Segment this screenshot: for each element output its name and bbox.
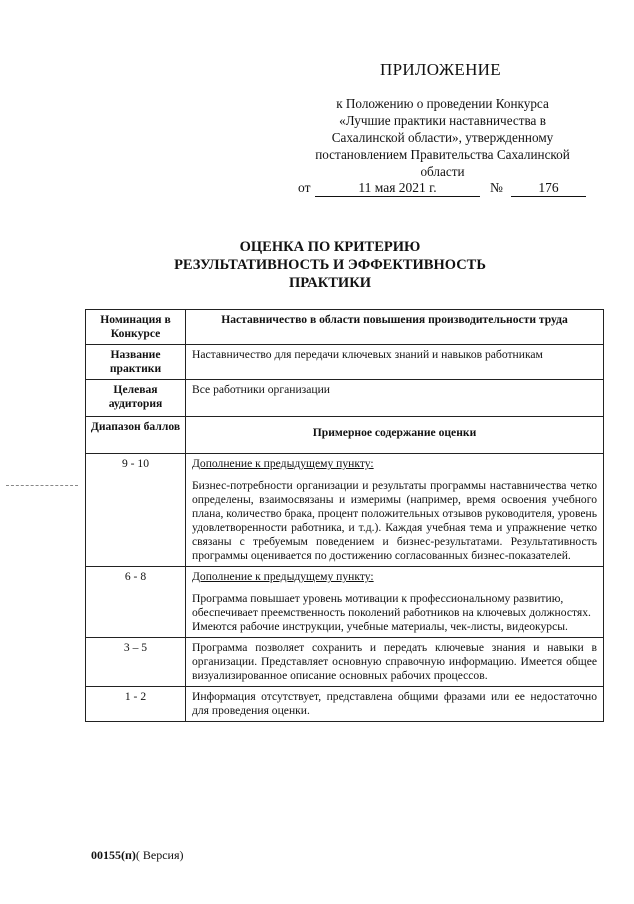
range-label: Диапазон баллов — [86, 417, 186, 454]
table-row-header — [86, 417, 604, 454]
description-text: Программа позволяет сохранить и передать ключевые знания и навыки в организации. Представляет основную справочную информацию. Имеется общее визуализированное описание основных рабочих процессов. — [186, 638, 604, 687]
audience-label: Целевая аудитория — [86, 380, 186, 417]
decree-number: 176 — [511, 180, 586, 197]
from-label: от — [298, 180, 311, 195]
practice-value: Наставничество для передачи ключевых знаний и навыков работникам — [186, 345, 604, 380]
table-row-nomination — [86, 310, 604, 345]
description-text: Программа повышает уровень мотивации к профессиональному развитию, обеспечивает преемственность поколений работников на ключевых должностях. — [192, 592, 591, 619]
heading-line-3: ПРАКТИКИ — [288, 275, 371, 291]
score-range: 3 – 5 — [86, 638, 186, 687]
appendix-line-1: к Положению о проведении Конкурса — [336, 96, 549, 111]
appendix-line-2: «Лучшие практики наставничества в — [339, 113, 546, 128]
nomination-value: Наставничество в области повышения производительности труда — [186, 310, 604, 345]
score-range: 1 - 2 — [86, 687, 186, 722]
scan-margin-mark — [6, 485, 78, 486]
evaluation-table — [85, 309, 604, 722]
description-text: Бизнес-потребности организации и результаты программы наставничества четко определены, взаимосвязаны и измеримы (например, время освоения учебного плана, количество брака, процент положительных отзывов руководителя, уровень удовлетворенности работника, и т.д.). Каждая учебная тема и упражнение четко связаны с требуемым поведением и бизнес-результатами. Результативность программы оценивается по достижению согласованных бизнес-показателей. — [192, 479, 598, 562]
appendix-line-5: области — [420, 164, 465, 179]
code-number: 00155(п) — [91, 848, 136, 862]
score-description — [186, 567, 604, 638]
table-row-score-6-8 — [86, 567, 604, 638]
nomination-label: Номинация в Конкурсе — [86, 310, 186, 345]
description-text-2: Имеются рабочие инструкции, учебные материалы, чек-листы, видеокурсы. — [192, 620, 568, 633]
addition-note: Дополнение к предыдущему пункту: — [192, 570, 374, 583]
table-row-practice — [86, 345, 604, 380]
description-text: Информация отсутствует, представлена общими фразами или ее недостаточно для проведения оценки. — [186, 687, 604, 722]
score-range: 6 - 8 — [86, 567, 186, 638]
appendix-reference — [290, 95, 595, 180]
content-label: Примерное содержание оценки — [186, 417, 604, 454]
code-version: ( Версия) — [135, 848, 184, 862]
heading-line-1: ОЦЕНКА ПО КРИТЕРИЮ — [239, 239, 421, 255]
score-description — [186, 454, 604, 567]
table-row-score-9-10 — [86, 454, 604, 567]
appendix-line-3: Сахалинской области», утвержденному — [331, 130, 554, 145]
decree-date: 11 мая 2021 г. — [315, 180, 480, 197]
decree-date-number — [298, 180, 598, 200]
heading-line-2: РЕЗУЛЬТАТИВНОСТЬ И ЭФФЕКТИВНОСТЬ — [174, 257, 486, 273]
number-label: № — [490, 180, 503, 195]
addition-note: Дополнение к предыдущему пункту: — [192, 457, 374, 470]
document-code — [91, 848, 184, 863]
appendix-title: ПРИЛОЖЕНИЕ — [380, 60, 501, 79]
main-heading — [120, 238, 540, 292]
table-row-score-1-2 — [86, 687, 604, 722]
practice-label: Название практики — [86, 345, 186, 380]
table-row-audience — [86, 380, 604, 417]
table-row-score-3-5 — [86, 638, 604, 687]
audience-value: Все работники организации — [186, 380, 604, 417]
appendix-line-4: постановлением Правительства Сахалинской — [315, 147, 570, 162]
score-range: 9 - 10 — [86, 454, 186, 567]
